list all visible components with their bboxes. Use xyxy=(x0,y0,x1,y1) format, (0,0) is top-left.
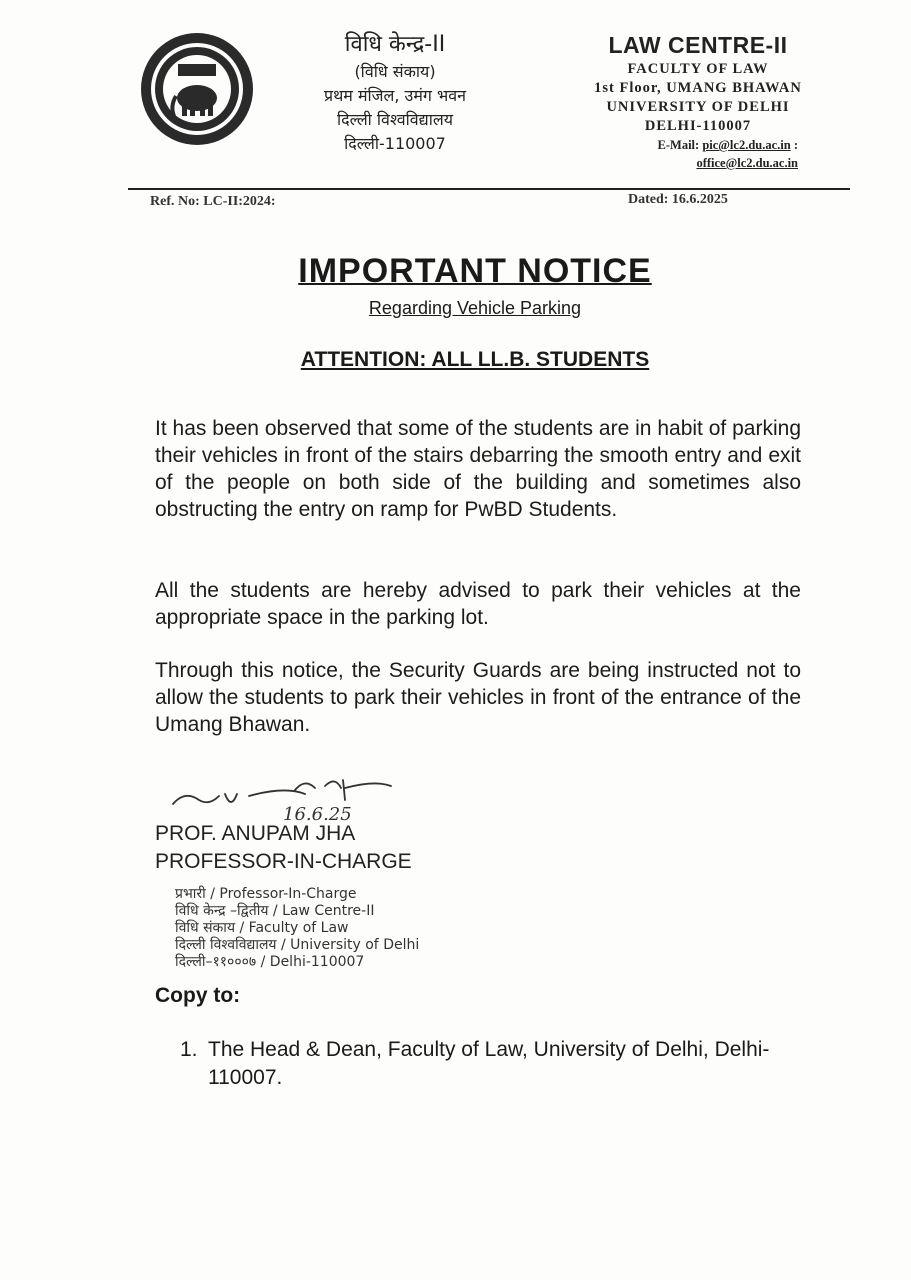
stamp-line: दिल्ली विश्वविद्यालय / University of Delhi xyxy=(175,937,420,953)
attention-line xyxy=(0,348,911,372)
copy-to-item xyxy=(180,1036,800,1092)
reference-number: Ref. No: LC-II:2024: xyxy=(150,194,276,209)
copy-to-label: Copy to: xyxy=(155,984,241,1007)
header-divider xyxy=(128,188,850,190)
notice-subtitle-text: Regarding Vehicle Parking xyxy=(368,298,582,318)
hindi-line: (विधि संकाय) xyxy=(354,62,436,81)
english-letterhead xyxy=(578,30,818,172)
stamp-line: विधि संकाय / Faculty of Law xyxy=(175,920,349,936)
attention-text: ATTENTION: ALL LL.B. STUDENTS xyxy=(300,348,650,371)
letterhead-line: DELHI-110007 xyxy=(644,118,752,134)
notice-title-text: IMPORTANT NOTICE xyxy=(298,252,652,290)
email-label: E-Mail: xyxy=(657,138,700,152)
body-paragraph-1: It has been observed that some of the students are in habit of parking their vehicles in front of the stairs debarring the smooth entry and exit of the people on both side of the building and sometimes also obstructing the entry on ramp for PwBD Students. xyxy=(155,417,801,521)
email-line xyxy=(578,136,818,172)
letterhead-line: 1st Floor, UMANG BHAWAN xyxy=(594,80,802,96)
stamp-line: विधि केन्द्र –द्वितीय / Law Centre-II xyxy=(175,903,375,919)
email-link-1[interactable]: pic@lc2.du.ac.in xyxy=(702,138,791,152)
copy-to-item-number: 1. xyxy=(180,1038,198,1061)
official-stamp xyxy=(175,886,419,971)
email-separator: : xyxy=(790,138,798,152)
signatory-block xyxy=(155,820,412,876)
hindi-line: प्रथम मंजिल, उमंग भवन xyxy=(323,86,467,105)
letterhead-title: LAW CENTRE-II xyxy=(608,32,788,58)
letterhead-line: UNIVERSITY OF DELHI xyxy=(606,99,790,115)
hindi-line: दिल्ली-110007 xyxy=(344,134,446,153)
hindi-letterhead xyxy=(300,30,490,156)
university-seal-logo xyxy=(138,30,256,148)
body-paragraph-2: All the students are hereby advised to park their vehicles at the appropriate space in the parking lot. xyxy=(155,579,801,629)
copy-to-item-text: The Head & Dean, Faculty of Law, University of Delhi, Delhi-110007. xyxy=(208,1038,770,1089)
notice-date: Dated: 16.6.2025 xyxy=(628,192,728,207)
notice-title xyxy=(0,252,911,291)
signatory-designation: PROFESSOR-IN-CHARGE xyxy=(155,850,412,873)
signatory-name: PROF. ANUPAM JHA xyxy=(155,822,356,845)
stamp-line: प्रभारी / Professor-In-Charge xyxy=(175,886,357,902)
body-paragraph-3: Through this notice, the Security Guards are being instructed not to allow the students to park their vehicles in front of the entrance of the Umang Bhawan. xyxy=(155,659,801,736)
email-link-2[interactable]: office@lc2.du.ac.in xyxy=(696,156,798,170)
hindi-line: दिल्ली विश्वविद्यालय xyxy=(336,110,454,129)
notice-subtitle xyxy=(0,298,911,319)
stamp-line: दिल्ली–११०००७ / Delhi-110007 xyxy=(175,954,365,970)
hindi-line: विधि केन्द्र-II xyxy=(344,32,446,57)
handwritten-date: 16.6.25 xyxy=(283,804,352,825)
letterhead-line: FACULTY OF LAW xyxy=(627,61,769,77)
